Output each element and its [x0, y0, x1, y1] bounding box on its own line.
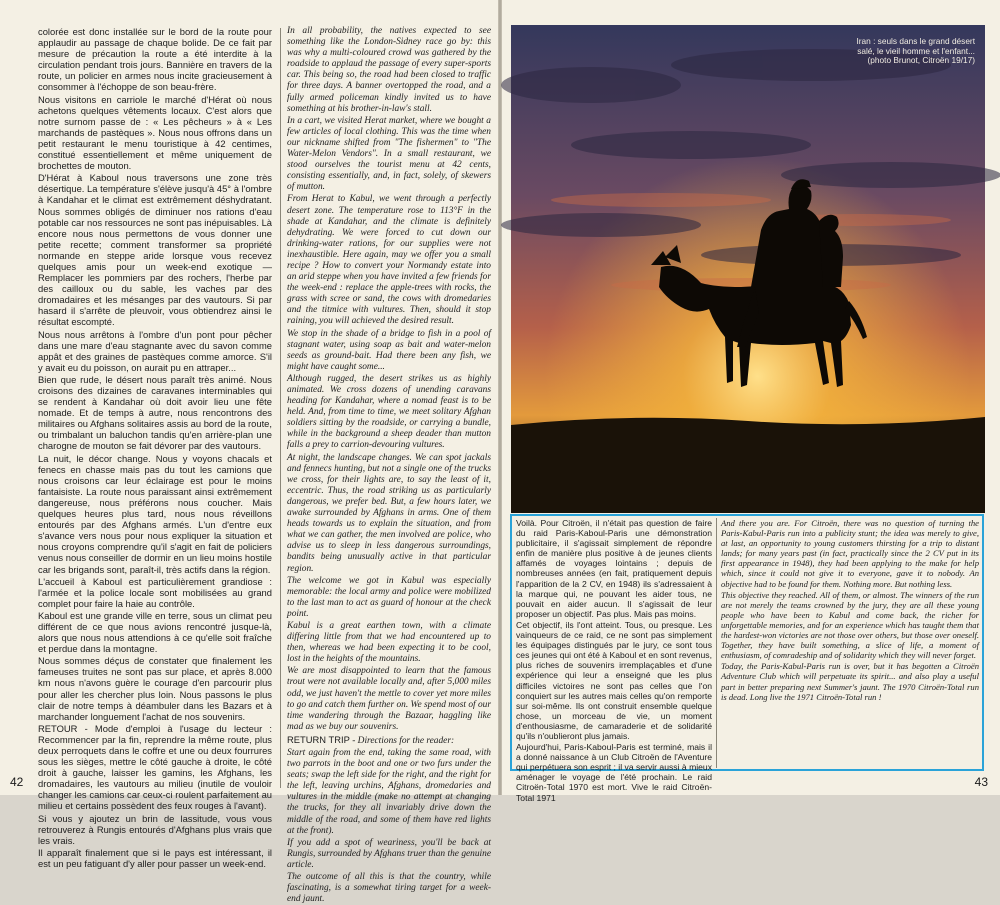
paragraph: Nous nous arrêtons à l'ombre d'un pont pour pêcher dans une mare d'eau stagnante avec du savon comme appât et des graines de pastèques comme amorce. S'il y avait eu du poisson, on aurait pu en attraper... — [38, 328, 272, 373]
paragraph: L'accueil à Kaboul est particulièrement grandiose : l'armée et la police locale sont mobilisées au grand complet pour faire la haie au contrôle. — [38, 575, 272, 609]
caption-line: salé, le vieil homme et l'enfant... — [857, 45, 975, 56]
paragraph: Although rugged, the desert strikes us as highly animated. We cross dozens of unending caravans heading for Kandahar, where a nomad feast is to be held. And, from time to time, we meet solitary Afghan soldiers sitting by the roadside, or carrying a bundle, while in the background a sheep deader than mutton falls a prey to carrion-devouring vultures. — [287, 373, 491, 451]
paragraph: Start again from the end, taking the same road, with two parrots in the boot and one or two furs under the seats; swap the left side for the right, and the right for the left, leaving urchins, Afghans, dromedaries and vultures in the middle (make no attempt at changing the trucks, for they all invariably drive down the middle of the road, and some of them have red lights at the front). — [287, 748, 491, 836]
english-column — [287, 26, 491, 905]
paragraph: Si vous y ajoutez un brin de lassitude, vous vous retrouverez à Rungis entourés d'Afghans plus vrais que les vrais. — [38, 812, 272, 846]
return-trip-subheading: - Directions for the reader: — [349, 735, 455, 746]
desert-photo — [511, 25, 985, 513]
paragraph: colorée est donc installée sur le bord de la route pour applaudir au passage de chaque bolide. De ce fait par mesure de précaution la route a été interdite à la circulation pendant trois jours. Bannière en travers de la route, un policier en armes nous incite gracieusement à consommer à l'échoppe de son beau-frère. — [38, 26, 272, 93]
column-rule — [716, 518, 717, 768]
caption-line: Iran : seuls dans le grand désert — [856, 36, 975, 46]
paragraph: Kaboul est une grande ville en terre, sous un climat peu différent de ce que nous avions rencontré jusque-là, alors que nous nous attendions à ce qu'elle soit fraîche et perdue dans la montagne. — [38, 609, 272, 655]
paragraph: Nous sommes déçus de constater que finalement les fameuses truites ne sont pas sur place, et après 8.000 km nous n'avons guère le courage d'en parcourir plus pour aller les chercher plus loin. Nous passons le plus clair de notre temps à déambuler dans les Bazars et à marchander longuement l'achat de nos souvenirs. — [38, 655, 272, 722]
paragraph: La nuit, le décor change. Nous y voyons chacals et fenecs en chasse mais pas du tout les camions que nous croisons car leur éclairage est pour le moins fantaisiste. La route nous paraissant ainsi extrêmement dangereuse, nous préférons nous coucher. Mais quelques heures plus tard, nous nous réveillons entourés par des Afghans armés. L'un d'entre eux s'avance vers nous pour nous expliquer la situation et nous croyons comprendre qu'il s'agit en fait de policiers venus nous conseiller de dormir en un lieu moins hostile car les brigands sont, paraît-il, très actifs dans la région. — [38, 452, 272, 575]
ground — [511, 417, 985, 513]
photo-caption — [825, 37, 975, 66]
conclusion-french-column — [516, 518, 712, 803]
return-trip-heading: RETURN TRIP — [287, 733, 350, 745]
page-number-left: 42 — [10, 775, 24, 789]
paragraph: And there you are. For Citroën, there was no question of turning the Paris-Kabul-Paris run into a publicity stunt; the idea was merely to give, at last, an opportunity to young customers thirsting for a trip to distant lands; for many years past (in fact, practically since the 2 CV put in its first appearance in 1948), they had been applying to the make for help which, since it could not give it to everyone, gave it to nobody. An objective had to be found for them. Nothing more. But nothing less. — [721, 518, 979, 589]
paragraph: If you add a spot of weariness, you'll be back at Rungis, surrounded by Afghans truer than the genuine article. — [287, 837, 491, 870]
paragraph: Kabul is a great earthen town, with a climate differing little from that we had encountered up to then, whereas we had been expecting it to be cool, lost in the heights of the mountains. — [287, 620, 491, 665]
paragraph: Aujourd'hui, Paris-Kaboul-Paris est terminé, mais il a donné naissance à un Club Citroën de l'Aventure qui perpétuera son esprit ; il va servir aussi à mieux aménager le voyage de l'été prochain. Le raid Citroën-Total 1970 est mort. Vive le raid Citroën-Total 1971 — [516, 742, 712, 803]
paragraph: Bien que rude, le désert nous paraît très animé. Nous croisons des dizaines de caravanes interminables qui se rendent à Kandahar où doit avoir lieu une fête nomade. Et de temps à autre, nous rencontrons des militaires ou Afghans solitaires assis au bord de la route, ou trimbalant un baluchon tandis qu'en arrière-plan une charogne de mouton se fait dévorer par des vautours. — [38, 373, 272, 452]
paragraph: Voilà. Pour Citroën, il n'était pas question de faire du raid Paris-Kaboul-Paris une démonstration publicitaire, il s'agissait simplement de répondre enfin de manière plus positive à de jeunes clients affamés de voyages lointains ; depuis de nombreuses années (en fait, pratiquement depuis l'apparition de la 2 CV, en 1948) ils s'adressaient à la marque qui, ne pouvant les aider tous, ne pouvait en aider aucun. Il s'agissait de leur proposer un objectif. Pas plus. Mais pas moins. — [516, 518, 712, 619]
paragraph: The outcome of all this is that the country, while fascinating, is a somewhat tiring target for a week-end jaunt. — [287, 872, 491, 905]
paragraph: RETOUR - Mode d'emploi à l'usage du lecteur : Recommencer par la fin, reprendre la même route, plus deux perroquets dans le coffre et une ou deux fourrures sous les sièges, mettre le côté gauche à droite, le côté droit à gauche, laisser les gamins, les Afghans, les dromadaires, les vautours au milieu (inutile de vouloir changer les camions car ceux-ci roulent parfaitement au milieu et certains possèdent des feux rouges à l'avant). — [38, 722, 272, 812]
paragraph: This objective they reached. All of them, or almost. The winners of the run are not merely the teams crowned by the jury, they are all these young people who have been to Kabul and come back, the richer for unforgettable memories, and for an experience which has taught them that the hardest-won victories are not those over others, but those over oneself. Together, they have built something, a slice of life, a moment of enthusiasm, of comradeship and of solidarity which they will never forget. — [721, 589, 979, 661]
paragraph: Today, the Paris-Kabul-Paris run is over, but it has begotten a Citroën Adventure Club which will perpetuate its spirit... and also play a useful part in better preparing next Summer's jaunt. The 1970 Citroën-Total run is dead. Long live the 1971 Citroën-Total run ! — [721, 661, 979, 702]
paragraph: In all probability, the natives expected to see something like the London-Sidney race go by: this was why a multi-coloured crowd was gathered by the roadside to applaud the passage of every super-sports car. This being so, the road had been closed to traffic for three days. A banner overtopped the road, and a fully armed policeman kindly invited us to have something at his brother-in-law's stall. — [287, 26, 491, 114]
photo-illustration — [511, 25, 985, 513]
conclusion-english-column — [721, 518, 979, 768]
paragraph: Nous visitons en carriole le marché d'Hérat où nous achetons quelques vêtements locaux. C'est alors que notre surnom passe de : « Les pêcheurs » à « Les marchands de pastèques ». Nous nous offrons dans un petit restaurant le menu touristique à 42 centimes, constitué essentiellement et même uniquement de brochettes de mouton. — [38, 93, 272, 172]
paragraph: At night, the landscape changes. We can spot jackals and fennecs hunting, but not a single one of the trucks we cross, for their lights are, to say the least of it, eccentric. Thus, the road striking us as particularly dangerous, we prefer bed. But, a few hours later, we awake surrounded by Afghans in arms. One of them heads towards us to explain the situation, and from what we can gather, the men involved are police, who advise us to sleep in less dangerous surroundings, bandits being unusually active in that particular region. — [287, 452, 491, 574]
left-page — [0, 0, 498, 905]
paragraph: The welcome we got in Kabul was especially memorable: the local army and police were mobilized to the last man to act as guard of honour at the check point. — [287, 575, 491, 619]
return-trip-heading-line — [287, 734, 491, 747]
paragraph: D'Hérat à Kaboul nous traversons une zone très désertique. La température s'élève jusqu'à 45° à l'ombre à Kandahar et le climat est extrêmement déshydratant. Nous sommes obligés de diminuer nos rations d'eau potable car nos ressources ne sont pas inépuisables. Là encore nous nous permettons de vous donner une petite recette; comment transformer sa propriété normande en steppe aride lorsque vous recevez quelques amis pour un week-end exotique — Remplacer les pommiers par des rochers, l'herbe par des cailloux ou du sable, les vaches par des dromadaires et les mésanges par des vautours. Si par hasard il s'arrête de pleuvoir, vous obtiendrez ainsi le résultat escompté. — [38, 172, 272, 328]
paragraph: Cet objectif, ils l'ont atteint. Tous, ou presque. Les vainqueurs de ce raid, ce ne sont pas simplement les équipages distingués par le jury, ce sont tous ces jeunes qui ont été à Kaboul et en sont revenus, plus riches de souvenirs irremplaçables et d'une expérience qui leur a enseigné que les plus difficiles victoires ne sont pas celles que l'on conquiert sur les autres mais celles qu'on remporte sur soi-même. Ils ont construit ensemble quelque chose, un morceau de vie, un moment d'enthousiasme, de camaraderie et de solidarité qu'ils n'oublieront plus jamais. — [516, 619, 712, 741]
page-number-right: 43 — [974, 775, 988, 789]
paragraph: We are most disappointed to learn that the famous trout were not available locally and, after 5,000 miles odd, we just haven't the mettle to cover yet more miles to go and catch them further on. We spend most of our time wandering through the Bazaar, haggling like mad as we buy our souvenirs. — [287, 666, 491, 732]
paragraph: Il apparaît finalement que si le pays est intéressant, il est un peu fatiguant d'y aller pour passer un week-end. — [38, 846, 272, 869]
french-column — [38, 26, 272, 869]
paragraph: In a cart, we visited Herat market, where we bought a few articles of local clothing. This was the time when our nickname shifted from "The fishermen" to "The Water-Melon Vendors". In a small restaurant, we stood ourselves the tourist menu at 42 cents, consisting essentially, and, in fact, solely, of skewers of mutton. — [287, 115, 491, 193]
paragraph: From Herat to Kabul, we went through a perfectly desert zone. The temperature rose to 113°F in the shade at Kandahar, and the climate is definitely dehydrating. We were forced to cut down our drinking-water rations, for our supplies were not inexhaustible. Here again, may we offer you a small recipe ? How to convert your Normandy estate into an arid steppe when you have invited a few friends for the week-end : replace the apple-trees with rocks, the grass with scree or sand, the cows with dromedaries and the titmice with vultures. Then, should it stop raining, you will achieved the desired result. — [287, 194, 491, 327]
column-rule — [280, 28, 281, 788]
caption-line: (photo Brunot, Citroën 19/17) — [867, 55, 975, 66]
paragraph: We stop in the shade of a bridge to fish in a pool of stagnant water, using soap as bait and water-melon seeds as ground-bait. Had there been any fish, we might have caught some... — [287, 328, 491, 372]
